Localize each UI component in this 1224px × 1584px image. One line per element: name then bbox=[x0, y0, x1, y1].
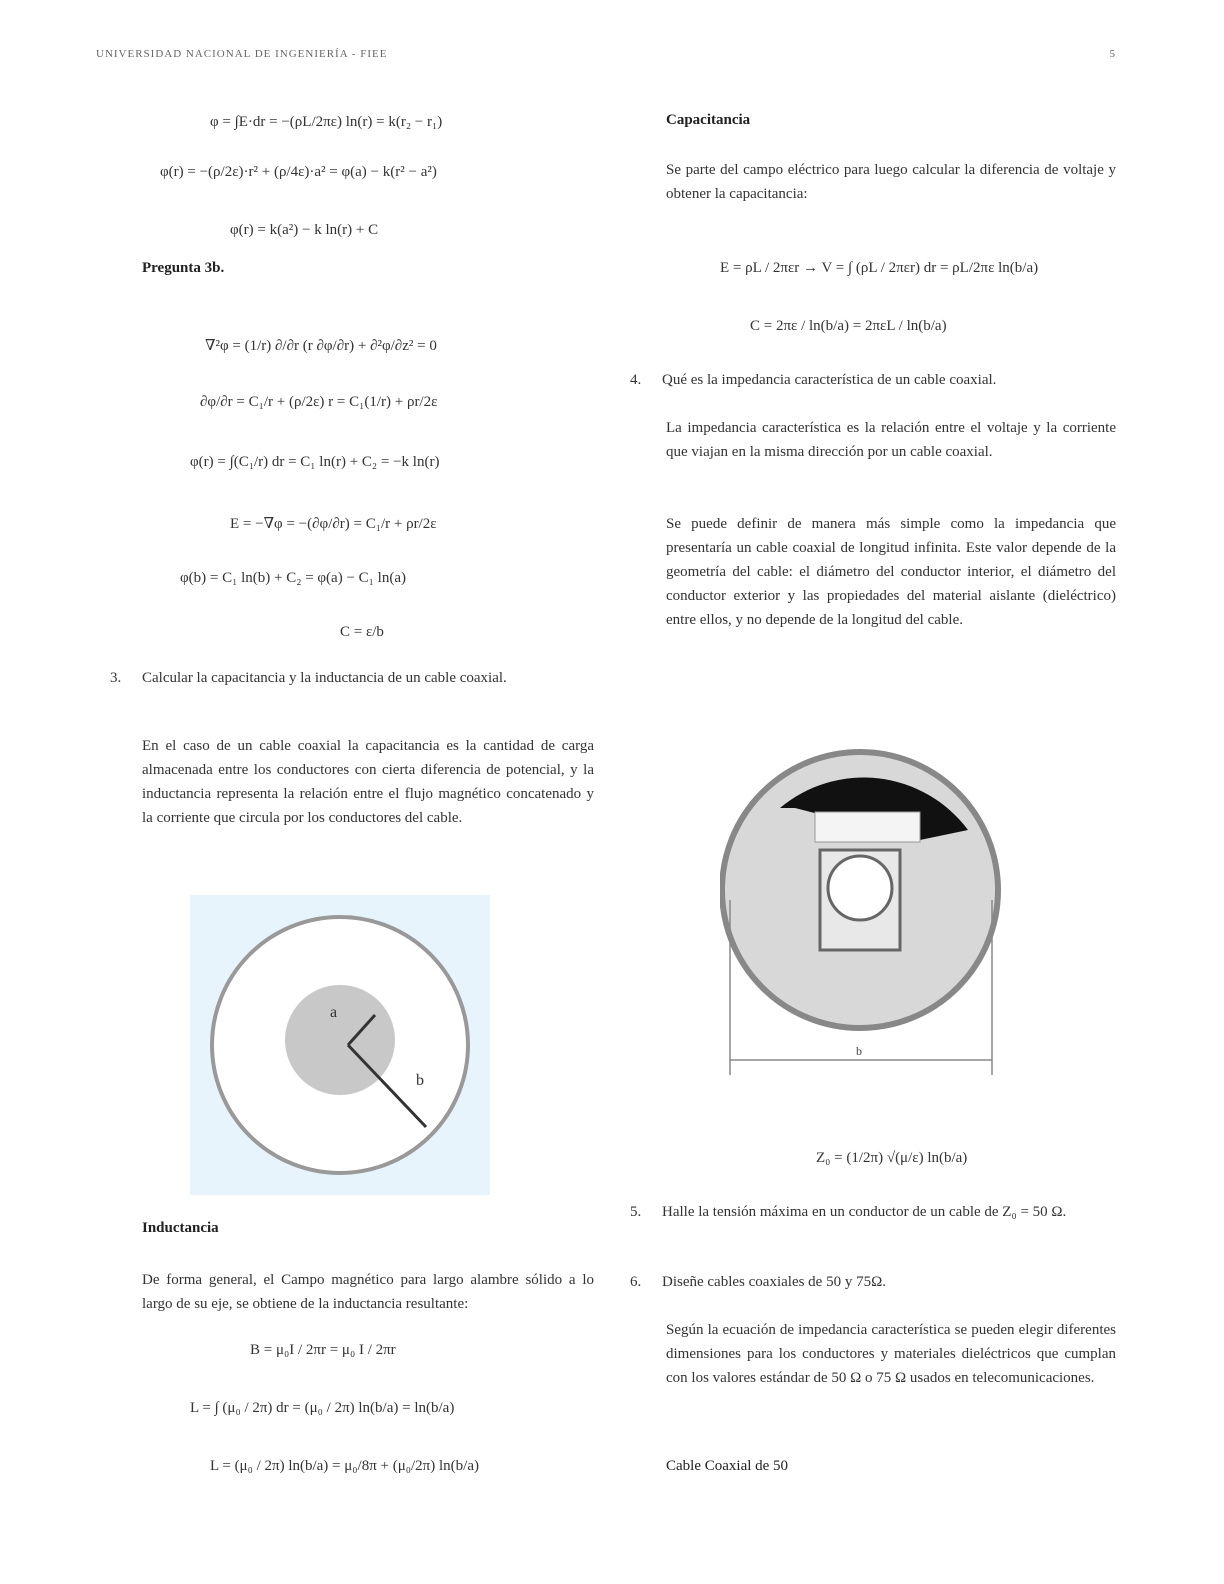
section-heading-capacitance: Capacitancia bbox=[666, 112, 751, 128]
dimension-label: b bbox=[856, 1044, 862, 1058]
list-item bbox=[630, 1200, 1120, 1250]
equation: φ(r) = −(ρ/2ε)·r² + (ρ/4ε)·a² = φ(a) − k(r² − a²) bbox=[160, 164, 437, 180]
inner-conductor-circle bbox=[828, 856, 892, 920]
list-item bbox=[110, 666, 600, 716]
label-a: a bbox=[330, 1004, 338, 1021]
paragraph: En el caso de un cable coaxial la capacitancia es la cantidad de carga almacenada entre los conductores con cierta diferencia de potencial, y la inductancia representa la relación entre el flujo magnético concatenado y la corriente que circula por los conductores del cable. bbox=[142, 738, 594, 826]
paragraph: Se parte del campo eléctrico para luego calcular la diferencia de voltaje y obtener la capacitancia: bbox=[666, 162, 1116, 202]
paragraph: De forma general, el Campo magnético para largo alambre sólido a lo largo de su eje, se obtiene de la inductancia resultante: bbox=[142, 1272, 594, 1312]
equation: C = 2πε / ln(b/a) = 2πεL / ln(b/a) bbox=[750, 318, 947, 334]
equation: φ = ∫E·dr = −(ρL/2πε) ln(r) = k(r₂ − r₁) bbox=[210, 114, 443, 130]
item-text: Calcular la capacitancia y la inductancia de un cable coaxial. bbox=[142, 670, 507, 686]
item-number: 5. bbox=[630, 1204, 642, 1220]
equation: E = −∇φ = −(∂φ/∂r) = C₁/r + ρr/2ε bbox=[230, 516, 437, 532]
page-number: 5 bbox=[1109, 48, 1116, 60]
equation: φ(b) = C₁ ln(b) + C₂ = φ(a) − C₁ ln(a) bbox=[180, 570, 406, 586]
equation: E = ρL / 2πεr → V = ∫ (ρL / 2πεr) dr = ρL/2πε ln(b/a) bbox=[720, 260, 1039, 276]
equation: Z₀ = (1/2π) √(μ/ε) ln(b/a) bbox=[816, 1150, 968, 1166]
equation: ∇²φ = (1/r) ∂/∂r (r ∂φ/∂r) + ∂²φ/∂z² = 0 bbox=[205, 338, 437, 354]
item-text: Diseñe cables coaxiales de 50 y 75Ω. bbox=[662, 1274, 886, 1290]
list-item bbox=[630, 1270, 1120, 1300]
paragraph: Se puede definir de manera más simple como la impedancia que presentaría un cable coaxial de longitud infinita. Este valor depende de la geometría del cable: el diámetro del conductor interior, el diámetro del conductor exterior y las propiedades del material aislante (dieléctrico) entre ellos, y no depende de la longitud del cable. bbox=[666, 516, 1116, 628]
item-text: Qué es la impedancia característica de un cable coaxial. bbox=[662, 372, 997, 388]
label-b: b bbox=[416, 1072, 424, 1089]
item-number: 3. bbox=[110, 670, 122, 686]
running-head-title: UNIVERSIDAD NACIONAL DE INGENIERÍA - FIEE bbox=[96, 48, 388, 60]
item-text: Halle la tensión máxima en un conductor de un cable de Z₀ = 50 Ω. bbox=[662, 1204, 1067, 1220]
list-item bbox=[630, 368, 1120, 398]
equation: L = (μ₀ / 2π) ln(b/a) = μ₀/8π + (μ₀/2π) ln(b/a) bbox=[210, 1458, 479, 1474]
section-label: Pregunta 3b. bbox=[142, 260, 225, 276]
paragraph: Según la ecuación de impedancia característica se pueden elegir diferentes dimensiones para los conductores y materiales dieléctricos que cumplan con los valores estándar de 50 Ω o 75 Ω usados en telecomunicaciones. bbox=[666, 1322, 1116, 1386]
equation: B = μ₀I / 2πr = μ₀ I / 2πr bbox=[250, 1342, 396, 1358]
section-heading-inductance: Inductancia bbox=[142, 1220, 219, 1236]
equation: φ(r) = k(a²) − k ln(r) + C bbox=[230, 222, 379, 238]
paragraph: La impedancia característica es la relación entre el voltaje y la corriente que viajan en la misma dirección por un cable coaxial. bbox=[666, 420, 1116, 460]
running-head bbox=[96, 48, 1116, 60]
equation: φ(r) = ∫(C₁/r) dr = C₁ ln(r) + C₂ = −k ln(r) bbox=[190, 454, 440, 470]
coaxial-cross-section-figure bbox=[190, 895, 490, 1195]
item-number: 6. bbox=[630, 1274, 642, 1290]
equation: ∂φ/∂r = C₁/r + (ρ/2ε) r = C₁(1/r) + ρr/2ε bbox=[200, 394, 438, 410]
closing-label: Cable Coaxial de 50 bbox=[666, 1458, 789, 1474]
coaxial-cable-diagram-figure bbox=[720, 730, 1010, 1090]
equation: L = ∫ (μ₀ / 2π) dr = (μ₀ / 2π) ln(b/a) = ln(b/a) bbox=[190, 1400, 455, 1416]
label-box bbox=[815, 812, 920, 842]
equation: C = ε/b bbox=[340, 624, 384, 640]
item-number: 4. bbox=[630, 372, 642, 388]
